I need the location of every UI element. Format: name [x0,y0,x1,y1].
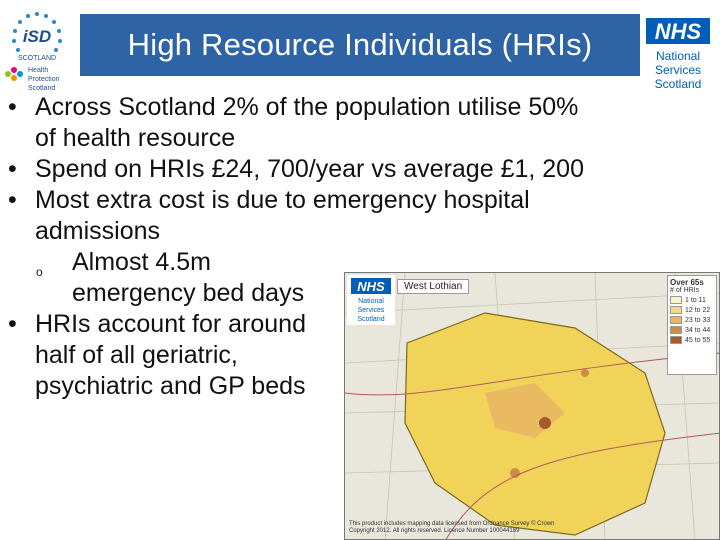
bullet-marker: • [8,155,17,183]
legend-label: 12 to 22 [685,306,711,314]
legend-swatch [670,306,682,314]
bullet-marker: • [8,310,17,338]
bullet-item [8,92,688,154]
legend-label: 23 to 33 [685,316,711,324]
bullet-text-line: Most extra cost is due to emergency hospital [35,186,530,214]
legend-label: 45 to 55 [685,336,711,344]
legend-subtitle: # of HRIs [670,287,700,294]
legend-row [670,316,714,324]
legend-label: 1 to 11 [685,296,706,304]
nhs-text: NHS [654,19,702,44]
hri-hotspot [581,369,589,377]
nss-line-1: National [655,49,701,63]
legend-swatch [670,316,682,324]
legend-title: Over 65s [670,278,704,287]
legend-label: 34 to 44 [685,326,711,334]
nhs-nss-logo [640,14,716,96]
west-lothian-map [344,272,720,540]
bullet-marker: • [8,186,17,214]
map-legend [667,275,717,375]
isd-scotland-logo [6,10,68,66]
slide-title: High Resource Individuals (HRIs) [127,27,593,62]
bullet-text-line: psychiatric and GP beds [35,372,306,400]
map-nss-line-1: National [358,298,384,305]
legend-row [670,306,714,314]
bullet-marker: • [8,93,17,121]
isd-mark-text: iSD [22,27,52,46]
map-title: West Lothian [397,279,469,294]
bullet-item [8,154,688,185]
sub-bullet-text-line: Almost 4.5m [72,248,211,276]
bullet-text-line: half of all geriatric, [35,341,238,369]
bullet-text-line: of health resource [35,124,236,152]
bullet-text-line: Across Scotland 2% of the population utilise 50% [35,93,579,121]
hps-line-1: Health [28,67,49,74]
map-copyright: This product includes mapping data licensed from Ordnance Survey © Crown Copyright 2012. All rights reserved. Licence Number 100044189 [349,521,555,534]
bullet-text-line: HRIs account for around [35,310,306,338]
bullet-item [8,185,688,247]
legend-row [670,326,714,334]
map-nss-line-2: Services [357,307,385,314]
nss-line-2: Services [654,63,702,77]
map-nss-line-3: Scotland [357,316,385,323]
map-nhs-logo [347,275,395,325]
map-graphic [345,273,720,540]
hps-line-3: Scotland [28,85,56,92]
legend-row [670,336,714,344]
sub-bullet-marker: o [36,265,43,279]
legend-swatch [670,296,682,304]
isd-sub-text: SCOTLAND [17,55,57,62]
map-nhs-text: NHS [357,279,385,294]
sub-bullet-text-line: emergency bed days [72,279,305,307]
legend-swatch [670,326,682,334]
title-bar [80,14,640,76]
legend-row [670,296,714,304]
legend-swatch [670,336,682,344]
bullet-text-line: Spend on HRIs £24, 700/year vs average £1, 200 [35,155,584,183]
hps-line-2: Protection [28,76,60,83]
nss-line-3: Scotland [654,77,702,91]
hri-hotspot [539,417,551,429]
bullet-text-line: admissions [35,217,161,245]
